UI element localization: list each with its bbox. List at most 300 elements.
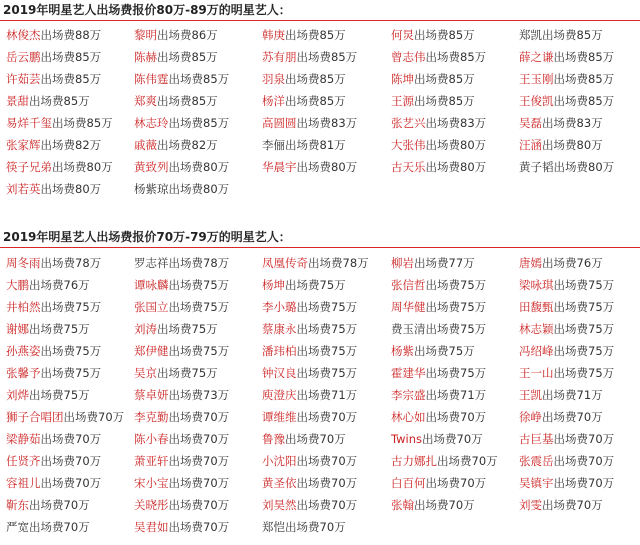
artist-fee: 出场费70万	[29, 520, 90, 534]
artist-fee: 出场费70万	[414, 498, 475, 512]
artist-fee: 出场费75万	[553, 366, 615, 380]
artist-name-link[interactable]: 冯绍峰	[519, 344, 554, 358]
artist-entry[interactable]	[391, 90, 475, 112]
artist-entry[interactable]	[519, 450, 614, 472]
artist-name-link[interactable]: 刘若英	[6, 182, 41, 196]
artist-entry[interactable]	[6, 406, 124, 428]
artist-name-link[interactable]: 凤凰传奇	[262, 256, 308, 270]
artist-entry[interactable]	[519, 340, 614, 362]
artist-fee: 出场费85万	[414, 28, 475, 42]
artist-name-link[interactable]: 林志颖	[519, 322, 554, 336]
artist-fee: 出场费70万	[285, 432, 346, 446]
artist-name-link[interactable]: 谭维维	[262, 410, 297, 424]
artist-fee: 出场费75万	[296, 322, 358, 336]
artist-entry[interactable]	[6, 68, 101, 90]
artist-entry[interactable]	[6, 318, 90, 340]
artist-entry[interactable]	[262, 46, 357, 68]
artist-fee: 出场费73万	[168, 388, 230, 402]
artist-entry[interactable]	[391, 134, 486, 156]
artist-entry[interactable]	[134, 274, 229, 296]
artist-entry[interactable]	[519, 46, 614, 68]
artist-entry[interactable]	[391, 68, 475, 90]
artist-fee: 出场费78万	[168, 256, 230, 270]
artist-fee: 出场费75万	[40, 366, 102, 380]
artist-row	[0, 340, 640, 362]
artist-entry[interactable]	[262, 274, 346, 296]
artist-fee: 出场费70万	[40, 476, 102, 490]
artist-name-link[interactable]: 筷子兄弟	[6, 160, 52, 174]
artist-name-link[interactable]: 吴君如	[134, 520, 169, 534]
artist-entry	[391, 318, 486, 340]
artist-name-link[interactable]: 华晨宇	[262, 160, 297, 174]
artist-entry[interactable]	[262, 472, 357, 494]
artist-fee: 出场费80万	[40, 182, 102, 196]
artist-name-link[interactable]: 林心如	[391, 410, 426, 424]
artist-entry[interactable]	[391, 362, 486, 384]
artist-fee: 出场费83万	[425, 116, 487, 130]
artist-name-link[interactable]: 梁咏琪	[519, 278, 554, 292]
artist-entry	[262, 134, 346, 156]
artist-name-link[interactable]: 霍建华	[391, 366, 426, 380]
artist-row	[0, 24, 640, 46]
artist-name-link[interactable]: 周华健	[391, 300, 426, 314]
artist-fee: 出场费75万	[553, 300, 615, 314]
artist-name: 严宽	[6, 520, 29, 534]
artist-name-link[interactable]: 张馨予	[6, 366, 41, 380]
artist-fee: 出场费85万	[157, 94, 218, 108]
artist-name-link[interactable]: 何炅	[391, 28, 414, 42]
artist-name-link[interactable]: 杨洋	[262, 94, 285, 108]
artist-entry[interactable]	[6, 46, 101, 68]
artist-fee: 出场费75万	[296, 344, 358, 358]
artist-fee: 出场费85万	[553, 94, 615, 108]
artist-entry[interactable]	[134, 494, 229, 516]
artist-name-link[interactable]: 羽泉	[262, 72, 285, 86]
artist-name-link[interactable]: 吴镇宇	[519, 476, 554, 490]
artist-name-link[interactable]: Twins	[391, 432, 423, 446]
artist-fee: 出场费70万	[553, 454, 615, 468]
artist-name-link[interactable]: 李宗盛	[391, 388, 426, 402]
artist-name-link[interactable]: 唐嫣	[519, 256, 542, 270]
artist-fee: 出场费75万	[40, 300, 102, 314]
artist-entry[interactable]	[6, 178, 101, 200]
artist-entry[interactable]	[6, 472, 101, 494]
artist-entry[interactable]	[391, 340, 475, 362]
artist-name-link[interactable]: 郑伊健	[134, 344, 169, 358]
artist-name-link[interactable]: 张震岳	[519, 454, 554, 468]
artist-name-link[interactable]: 陈小春	[134, 432, 169, 446]
artist-name-link[interactable]: 梁静茹	[6, 432, 41, 446]
artist-fee: 出场费78万	[40, 256, 102, 270]
artist-name-link[interactable]: 萧亚轩	[134, 454, 169, 468]
artist-entry[interactable]	[262, 494, 357, 516]
artist-name-link[interactable]: 王玉刚	[519, 72, 554, 86]
artist-fee: 出场费75万	[296, 300, 358, 314]
artist-name-link[interactable]: 薛之谦	[519, 50, 554, 64]
artist-entry[interactable]	[391, 252, 475, 274]
artist-fee: 出场费71万	[296, 388, 358, 402]
artist-name-link[interactable]: 张国立	[134, 300, 169, 314]
artist-name-link[interactable]: 黎明	[134, 28, 157, 42]
artist-entry[interactable]	[262, 318, 357, 340]
artist-fee: 出场费86万	[157, 28, 218, 42]
artist-fee: 出场费70万	[296, 476, 358, 490]
artist-entry	[262, 516, 346, 538]
artist-row	[0, 428, 640, 450]
artist-fee: 出场费75万	[553, 322, 615, 336]
artist-entry[interactable]	[6, 340, 101, 362]
artist-fee: 出场费70万	[29, 498, 90, 512]
artist-name-link[interactable]: 王凯	[519, 388, 542, 402]
artist-row	[0, 178, 640, 200]
artist-name-link[interactable]: 吴磊	[519, 116, 542, 130]
artist-entry[interactable]	[262, 156, 357, 178]
artist-grid	[0, 252, 640, 538]
artist-entry[interactable]	[391, 450, 498, 472]
artist-fee: 出场费78万	[308, 256, 369, 270]
artist-name-link[interactable]: 陈赫	[134, 50, 157, 64]
artist-entry[interactable]	[134, 156, 229, 178]
artist-name-link[interactable]: 谭咏麟	[134, 278, 169, 292]
artist-fee: 出场费70万	[63, 410, 125, 424]
artist-entry[interactable]	[134, 362, 218, 384]
artist-name-link[interactable]: 韩庚	[262, 28, 285, 42]
artist-entry[interactable]	[262, 24, 346, 46]
artist-name-link[interactable]: 蔡康永	[262, 322, 297, 336]
artist-fee: 出场费85万	[52, 116, 113, 130]
artist-entry[interactable]	[262, 384, 357, 406]
artist-name-link[interactable]: 徐峥	[519, 410, 542, 424]
artist-name-link[interactable]: 黄圣依	[262, 476, 297, 490]
artist-row	[0, 46, 640, 68]
artist-fee: 出场费70万	[168, 476, 230, 490]
artist-name-link[interactable]: 鲁豫	[262, 432, 285, 446]
artist-name-link[interactable]: 小沈阳	[262, 454, 297, 468]
artist-entry[interactable]	[134, 472, 229, 494]
artist-name-link[interactable]: 钟汉良	[262, 366, 297, 380]
artist-name-link[interactable]: 陈坤	[391, 72, 414, 86]
artist-fee: 出场费75万	[553, 344, 615, 358]
artist-entry[interactable]	[391, 384, 486, 406]
artist-name-link[interactable]: 柳岩	[391, 256, 414, 270]
artist-fee: 出场费75万	[425, 322, 487, 336]
artist-name: 郑恺	[262, 520, 285, 534]
artist-name-link[interactable]: 古力娜扎	[391, 454, 437, 468]
artist-fee: 出场费75万	[29, 322, 90, 336]
artist-fee: 出场费80万	[52, 160, 113, 174]
artist-fee: 出场费85万	[542, 28, 603, 42]
artist-row	[0, 112, 640, 134]
artist-entry[interactable]	[6, 428, 101, 450]
artist-name-link[interactable]: 林志玲	[134, 116, 169, 130]
artist-fee: 出场费75万	[414, 344, 475, 358]
artist-fee: 出场费85万	[296, 50, 358, 64]
artist-name-link[interactable]: 白百何	[391, 476, 426, 490]
section-divider	[0, 20, 640, 21]
artist-name-link[interactable]: 蔡卓妍	[134, 388, 169, 402]
artist-fee: 出场费85万	[414, 72, 475, 86]
artist-name: 费玉清	[391, 322, 426, 336]
artist-fee: 出场费70万	[437, 454, 498, 468]
artist-entry[interactable]	[262, 90, 346, 112]
artist-entry	[519, 156, 614, 178]
artist-entry[interactable]	[391, 296, 486, 318]
artist-entry[interactable]	[134, 46, 218, 68]
artist-entry[interactable]	[134, 428, 229, 450]
artist-name-link[interactable]: 张家辉	[6, 138, 41, 152]
artist-row	[0, 384, 640, 406]
artist-fee: 出场费70万	[425, 476, 487, 490]
artist-name-link[interactable]: 苏有朋	[262, 50, 297, 64]
artist-fee: 出场费70万	[285, 520, 346, 534]
section-divider	[0, 247, 640, 248]
artist-fee: 出场费71万	[542, 388, 603, 402]
artist-entry[interactable]	[391, 406, 486, 428]
artist-fee: 出场费85万	[414, 94, 475, 108]
artist-entry[interactable]	[519, 472, 614, 494]
artist-fee: 出场费85万	[285, 28, 346, 42]
artist-entry[interactable]	[519, 362, 614, 384]
artist-entry[interactable]	[134, 90, 218, 112]
artist-fee: 出场费75万	[157, 322, 218, 336]
artist-name-link[interactable]: 戚薇	[134, 138, 157, 152]
artist-name-link[interactable]: 许茹芸	[6, 72, 41, 86]
artist-name: 杨紫琼	[134, 182, 169, 196]
artist-entry[interactable]	[519, 112, 603, 134]
artist-name-link[interactable]: 孙燕姿	[6, 344, 41, 358]
artist-fee: 出场费80万	[425, 160, 487, 174]
artist-row	[0, 134, 640, 156]
artist-entry[interactable]	[134, 318, 218, 340]
artist-fee: 出场费77万	[414, 256, 475, 270]
artist-entry[interactable]	[6, 156, 113, 178]
artist-name-link[interactable]: 容祖儿	[6, 476, 41, 490]
artist-name-link[interactable]: 古巨基	[519, 432, 554, 446]
artist-name-link[interactable]: 潘玮柏	[262, 344, 297, 358]
artist-row	[0, 494, 640, 516]
artist-name-link[interactable]: 任贤齐	[6, 454, 41, 468]
artist-name-link[interactable]: 曾志伟	[391, 50, 426, 64]
artist-fee: 出场费85万	[285, 94, 346, 108]
artist-name-link[interactable]: 景甜	[6, 94, 29, 108]
artist-fee: 出场费75万	[425, 300, 487, 314]
artist-name-link[interactable]: 林俊杰	[6, 28, 41, 42]
artist-name-link[interactable]: 王源	[391, 94, 414, 108]
artist-fee: 出场费75万	[425, 278, 487, 292]
artist-fee: 出场费75万	[425, 366, 487, 380]
artist-entry[interactable]	[391, 494, 475, 516]
artist-entry[interactable]	[519, 252, 603, 274]
artist-fee: 出场费75万	[168, 344, 230, 358]
section-title: 2019年明星艺人出场费报价70万-79万的明星艺人：	[3, 230, 291, 244]
artist-row	[0, 318, 640, 340]
artist-name-link[interactable]: 刘涛	[134, 322, 157, 336]
artist-row	[0, 450, 640, 472]
artist-fee: 出场费70万	[296, 410, 358, 424]
artist-name-link[interactable]: 井柏然	[6, 300, 41, 314]
artist-name-link[interactable]: 田馥甄	[519, 300, 554, 314]
artist-entry[interactable]	[134, 134, 218, 156]
artist-name-link[interactable]: 王俊凯	[519, 94, 554, 108]
artist-name-link[interactable]: 庾澄庆	[262, 388, 297, 402]
artist-entry[interactable]	[6, 362, 101, 384]
artist-entry[interactable]	[519, 296, 614, 318]
artist-entry[interactable]	[391, 156, 486, 178]
artist-name-link[interactable]: 岳云鹏	[6, 50, 41, 64]
artist-fee: 出场费85万	[40, 50, 102, 64]
artist-name: 郑凯	[519, 28, 542, 42]
artist-entry[interactable]	[262, 428, 346, 450]
artist-fee: 出场费70万	[422, 432, 483, 446]
artist-entry[interactable]	[519, 494, 603, 516]
artist-entry[interactable]	[134, 450, 229, 472]
artist-name-link[interactable]: 大鹏	[6, 278, 29, 292]
artist-entry[interactable]	[134, 384, 229, 406]
artist-fee: 出场费70万	[168, 454, 230, 468]
artist-fee: 出场费88万	[40, 28, 102, 42]
artist-fee: 出场费75万	[553, 278, 615, 292]
artist-fee: 出场费70万	[40, 454, 102, 468]
artist-entry[interactable]	[134, 340, 229, 362]
artist-row	[0, 516, 640, 538]
artist-entry[interactable]	[134, 406, 229, 428]
artist-name-link[interactable]: 高圆圆	[262, 116, 297, 130]
artist-fee: 出场费70万	[553, 476, 615, 490]
artist-name-link[interactable]: 黄致列	[134, 160, 169, 174]
artist-entry[interactable]	[519, 68, 614, 90]
artist-name-link[interactable]: 王一山	[519, 366, 554, 380]
artist-entry[interactable]	[134, 296, 229, 318]
artist-name-link[interactable]: 吴京	[134, 366, 157, 380]
artist-name-link[interactable]: 李克勤	[134, 410, 169, 424]
artist-entry[interactable]	[262, 112, 357, 134]
artist-entry[interactable]	[519, 318, 614, 340]
artist-name-link[interactable]: 周冬雨	[6, 256, 41, 270]
artist-entry[interactable]	[262, 68, 346, 90]
artist-row	[0, 274, 640, 296]
artist-entry[interactable]	[134, 112, 229, 134]
artist-row	[0, 156, 640, 178]
artist-fee: 出场费70万	[425, 410, 487, 424]
artist-fee: 出场费85万	[425, 50, 487, 64]
artist-name-link[interactable]: 宋小宝	[134, 476, 169, 490]
artist-entry	[519, 24, 603, 46]
artist-fee: 出场费82万	[40, 138, 102, 152]
artist-entry[interactable]	[6, 450, 101, 472]
artist-name-link[interactable]: 杨紫	[391, 344, 414, 358]
artist-entry[interactable]	[391, 24, 475, 46]
artist-entry[interactable]	[6, 296, 101, 318]
artist-entry[interactable]	[391, 472, 486, 494]
artist-name-link[interactable]: 谢娜	[6, 322, 29, 336]
artist-row	[0, 362, 640, 384]
artist-name-link[interactable]: 古天乐	[391, 160, 426, 174]
artist-name-link[interactable]: 大张伟	[391, 138, 426, 152]
artist-name-link[interactable]: 李小璐	[262, 300, 297, 314]
artist-entry[interactable]	[6, 274, 90, 296]
artist-name-link[interactable]: 张翰	[391, 498, 414, 512]
artist-name: 罗志祥	[134, 256, 169, 270]
artist-name-link[interactable]: 靳东	[6, 498, 29, 512]
artist-name-link[interactable]: 张信哲	[391, 278, 426, 292]
artist-entry[interactable]	[391, 112, 486, 134]
artist-fee: 出场费75万	[29, 388, 90, 402]
artist-fee: 出场费80万	[168, 182, 230, 196]
artist-fee: 出场费70万	[542, 498, 603, 512]
artist-entry[interactable]	[262, 362, 357, 384]
artist-fee: 出场费75万	[168, 300, 230, 314]
artist-entry[interactable]	[391, 428, 483, 450]
artist-name: 李俪	[262, 138, 285, 152]
artist-name: 黄子韬	[519, 160, 554, 174]
artist-entry	[134, 252, 229, 274]
artist-entry[interactable]	[262, 252, 369, 274]
artist-fee: 出场费85万	[40, 72, 102, 86]
artist-name-link[interactable]: 张艺兴	[391, 116, 426, 130]
artist-entry[interactable]	[6, 112, 113, 134]
artist-entry[interactable]	[6, 134, 101, 156]
artist-name-link[interactable]: 杨坤	[262, 278, 285, 292]
artist-entry[interactable]	[391, 274, 486, 296]
artist-entry[interactable]	[6, 384, 90, 406]
artist-name-link[interactable]: 狮子合唱团	[6, 410, 64, 424]
artist-name-link[interactable]: 易烊千玺	[6, 116, 52, 130]
artist-name-link[interactable]: 刘雯	[519, 498, 542, 512]
artist-fee: 出场费85万	[29, 94, 90, 108]
artist-row	[0, 68, 640, 90]
artist-fee: 出场费85万	[157, 50, 218, 64]
artist-entry[interactable]	[262, 340, 357, 362]
artist-fee: 出场费70万	[40, 432, 102, 446]
artist-entry[interactable]	[262, 296, 357, 318]
artist-fee: 出场费85万	[285, 72, 346, 86]
artist-entry[interactable]	[519, 134, 603, 156]
artist-entry[interactable]	[134, 24, 218, 46]
artist-fee: 出场费81万	[285, 138, 346, 152]
artist-name-link[interactable]: 刘烨	[6, 388, 29, 402]
artist-entry[interactable]	[391, 46, 486, 68]
artist-entry[interactable]	[519, 428, 614, 450]
artist-fee: 出场费70万	[553, 432, 615, 446]
artist-entry[interactable]	[6, 90, 90, 112]
artist-name-link[interactable]: 刘昊然	[262, 498, 297, 512]
artist-fee: 出场费80万	[296, 160, 358, 174]
artist-name-link[interactable]: 郑爽	[134, 94, 157, 108]
artist-name-link[interactable]: 陈伟霆	[134, 72, 169, 86]
artist-entry[interactable]	[134, 68, 229, 90]
artist-entry[interactable]	[6, 494, 90, 516]
artist-entry[interactable]	[262, 406, 357, 428]
artist-entry[interactable]	[6, 24, 101, 46]
artist-fee: 出场费75万	[157, 366, 218, 380]
artist-fee: 出场费75万	[40, 344, 102, 358]
artist-entry[interactable]	[134, 516, 229, 538]
artist-entry[interactable]	[519, 90, 614, 112]
artist-name-link[interactable]: 关晓彤	[134, 498, 169, 512]
artist-name-link[interactable]: 汪涵	[519, 138, 542, 152]
artist-fee: 出场费85万	[553, 50, 615, 64]
artist-entry[interactable]	[6, 252, 101, 274]
artist-fee: 出场费75万	[168, 278, 230, 292]
artist-fee: 出场费70万	[168, 498, 230, 512]
artist-fee: 出场费70万	[296, 498, 358, 512]
artist-row	[0, 472, 640, 494]
artist-fee: 出场费75万	[285, 278, 346, 292]
artist-entry[interactable]	[519, 406, 603, 428]
artist-entry[interactable]	[519, 274, 614, 296]
artist-entry[interactable]	[519, 384, 603, 406]
artist-entry[interactable]	[262, 450, 357, 472]
